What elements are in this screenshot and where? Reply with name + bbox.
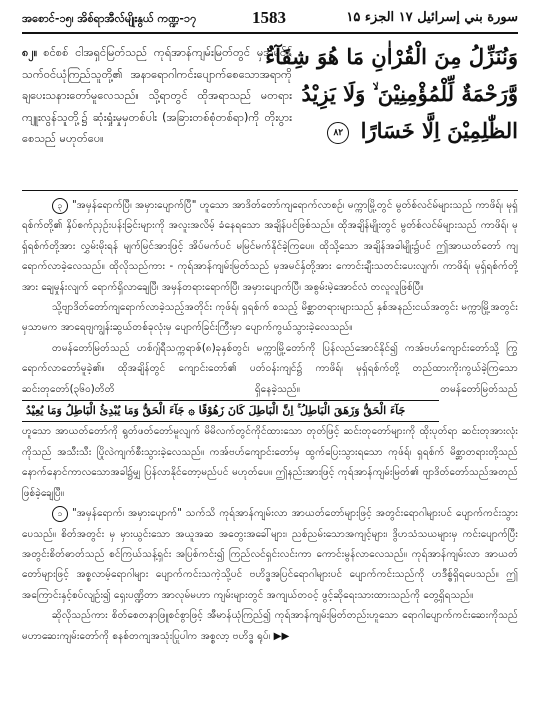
footnote-marker-2: ၁: [52, 506, 68, 522]
verse-translation-text: စင်စစ် ငါအရှင်မြတ်သည် ကုရ်အာန်ကျမ်းမြတ်တွင် မှအမင်နှ် သက်ဝင်ယုံကြည်သူတို့၏ အနာရောဂါကင်းပျောက်စေသောအရာကို ချပေးသနားတော်မူလေသည်။ သို့ရာတွင် ထိုအရာသည် မတရားကျူးလွန်သူတို့၌ ဆုံးရှုံးမှုမှတစ်ပါး (အခြားတစ်စုံတစ်ရာ)ကို တိုးပွားစေသည် မဟုတ်ပေ။: [22, 46, 292, 145]
arabic-line-1: وَنُنَزِّلُ مِنَ الْقُرْاٰنِ مَا هُوَ شِفَآءٌ: [265, 44, 518, 69]
commentary-paragraph-2: သို့ဗျာဒိတ်တော်ကျရောက်လာခဲ့သည့်အတိုင်း ကုဖ်ရ်၊ ရှရစ်က် စသည့် မိစ္ဆာတရားများသည် နှစ်အနည်းငယ်အတွင်း မက္ကာမြို့အတွင်းမှသာမက အာရေဗျကျွန်းဆွယ်တစ်ခုလုံးမှ ပျောက်ခြင်းကြီးမှာ ပျောက်ကွယ်သွားခဲ့လေသည်။: [22, 302, 518, 334]
arabic-line-3-text: الظّٰلِمِيْنَ اِلَّا خَسَارًا: [360, 118, 518, 143]
verse-block: [22, 38, 518, 186]
commentary-paragraph-3-text: တမန်တော်မြတ်သည် ဟစ်ဂျ်ရီသက္ကရာဇ်(၈)ခုနှစ်တွင်၊ မက္ကာမြို့တော်ကို ပြန်လည်အောင်နိုင်၍ ကအ်ဗဟ်ကျောင်းတော်သို့ ကြွရောက်လာတော်မူခဲ့၏။ ထိုအချိန်တွင် ကျောင်းတော်၏ ပတ်ဝန်းကျင်၌ ကာဖိရ်၊ မုရှ်ရစ်က်တို့ တည်ထားကိုးကွယ်ခဲ့ကြသော ဆင်းတုတော်(၃၆၀)တိတိ ရှိနေခဲ့သည်။ တမန်တော်မြတ်သည်: [22, 342, 518, 395]
commentary-paragraph-3: [22, 339, 518, 423]
header-divider: [22, 32, 518, 34]
header-surah-info: سورة بني إسرائيل ۱۷ الجزء ۱۵: [346, 10, 518, 25]
arabic-verse: [265, 38, 518, 184]
arabic-line-3: [300, 112, 518, 149]
verse-divider: [22, 190, 518, 191]
arabic-inline-quote: جَآءَ الْحَقُّ وَزَهَقَ الْبَاطِلُ ۚ اِنَّ الْبَاطِلَ كَانَ زَهُوْقًا ۞ جَآءَ الْحَقُّ وَمَا يُبْدِئُ الْبَاطِلُ وَمَا يُعِيْدُ: [22, 400, 439, 422]
commentary-paragraph-4: ဟူသော အာယတ်တော်ကို ရွတ်ဖတ်တော်မူလျက် မိမိလက်တွင်ကိုင်ထားသော တုတ်ဖြင့် ဆင်းတုတော်များကို ထိုးပုတ်ရာ ဆင်းတုအားလုံးကိုသည် အသီးသီး ပြိုလဲကျက်စီးသွားခဲ့လေသည်။ ကအ်ဗဟ်ကျောင်းတော်မှ ထွက်ပြေးသွားရသော ကုဖ်ရ်၊ ရှရစ်က် မိစ္ဆာတရားတို့သည် နောက်နောင်ကာလသောအခါ၌မျှ ပြန်လာနိုင်တော့မည်ပင် မဟုတ်ပေ။ ဤနည်းအားဖြင့် ကုရ်အာန်ကျမ်းမြတ်၏ ဗျာဒိတ်တော်သည်အတည်ဖြစ်ခဲ့ချေပြီ။: [22, 426, 518, 499]
commentary-paragraph-5: ဆိုလိုသည်ကား စိတ်စေတနာဖြူစင်စွာဖြင့် အီမာန်ယုံကြည်၍ ကုရ်အာန်ကျမ်းမြတ်တည်းဟူသော ရောဂါပျောက်ကင်းဆေးကိုသည် မဟာဆေးကျမ်းတော်ကို စနစ်တကျအသုံးပြုပါက အစ္စလာ့ ဗဟိဒ္ဓ ရုပ်၊ ▶▶: [22, 610, 518, 642]
commentary-note-1: [22, 196, 518, 298]
verse-number: ၈၂။: [22, 46, 38, 59]
page-number: 1583: [252, 8, 286, 27]
arabic-line-2: وَّرَحْمَةٌ لِّلْمُؤْمِنِيْنَ ۙ وَلَا يَزِيْدُ: [301, 81, 518, 106]
header-chapter-info: အစောင်-၁၅၊ အိစ်ရာအီလ်မျိုးနွယ် ကဏ္ဍ-၁၇: [22, 12, 197, 25]
commentary-note-1-text: "အမှန်ရောက်ပြီ၊ အမှားပျောက်ပြီ" ဟူသော အာဒိတ်တော်ကျရောက်လာစဉ်၊ မက္ကာမြို့တွင် မွတ်စ်လင်မ်များသည် ကာဖိရ်၊ မုရှ်ရစ်က်တို့၏ နှိပ်စက်ညှဉ်းပန်းခြင်းများကို အလူးအလိမ့် ခံနေရသော အချိန်ပင်ဖြစ်သည်။ ထိုအချိန်မျိုးတွင် မွတ်စ်လင်မ်များသည် ကာဖိရ်၊ မုရှ်ရစ်က်တို့အား လွှမ်းမိုးရန် မျက်မြင်အားဖြင့် အိပ်မက်ပင် မမြင်မက်နိုင်ခဲ့ကြပေ။ ထိုသို့သော အချိန်အခါမျိုး၌ပင် ဤအာယတ်တော် ကျရောက်လာခဲ့လေသည်။ ထိုလိုသည်ကား - ကုရ်အာန်ကျမ်းမြတ်သည် မှအမင်နှ်တို့အား ကောင်းချီးသတင်းပေးလျက်၊ ကာဖိရ်၊ မုရှ်ရစ်က်တို့အား ချေမှုန်းလျက် ရောက်ရှိလာချေပြီ၊ အမှန်တရားရောက်ပြီ၊ အမှားပျောက်ပြီ၊ အစွမ်းမဲ့အောင်လံ တလူလူဖြစ်ပြီ။: [22, 200, 518, 293]
commentary-note-2-text: "အမှန်ရောက်၊ အမှားပျောက်" သက်သိ ကုရ်အာန်ကျမ်းလာ အာယတ်တော်များဖြင့် အတွင်းရောဂါများပင် ပျောက်ကင်းသွားပေသည်။ စိတ်အတွင်း မှ မှားယွင်းသော အယူအဆ အတွေးအခေါ်များ၊ ညစ်ညမ်းသောအကျင့်များ၊ ဒွိဟသံသယများမှ ကင်းပျောက်ပြီး အတွင်းစိတ်ဓာတ်သည် စင်ကြယ်သန့်ရှင်း အပြစ်ကင်း၍ ကြည်လင်ရှင်းလင်းကာ ကောင်းမွန်လာလေသည်။ ကုရ်အာန်ကျမ်းလာ အာယတ်တော်များဖြင့် အစ္စလာမ့်ရောဂါများ ပျောက်ကင်းသကဲ့သို့ပင် ဗဟိဒ္ဓအပြင်ရောဂါများပင် ပျောက်ကင်းသည်ကို ဟဒီစ္စ်ရှိရပေသည်။ ဤအကြောင်းနှင့်စပ်လျဉ်း၍ ရှေးပဏ္ဍိတာ အာလုမ်မဟာ ကျမ်းများတွင် အကျယ်တဝင့် ဖွင့်ဆိုရေးသားထားသည်ကို တွေ့ရှိရသည်။: [22, 508, 518, 601]
commentary-note-2: [22, 504, 518, 606]
verse-translation: [22, 42, 292, 150]
ayah-number-marker: ٨٢: [327, 122, 349, 144]
page-header: [22, 6, 518, 32]
commentary: [22, 196, 518, 647]
footnote-marker-1: ၃: [52, 198, 68, 214]
